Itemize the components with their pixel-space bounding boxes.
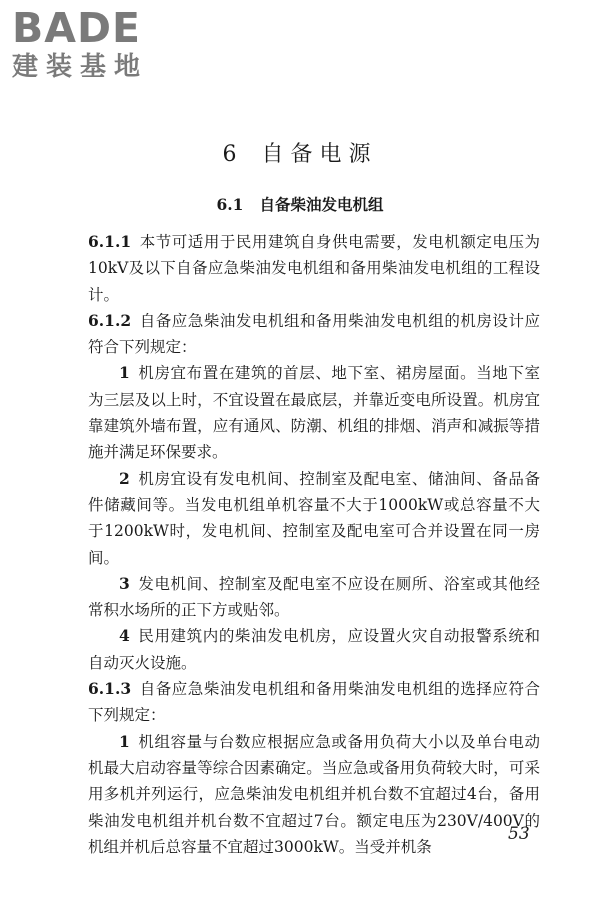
chapter-number: 6 — [222, 142, 244, 167]
publisher-logo — [12, 6, 182, 82]
clause-text: 自备应急柴油发电机组和备用柴油发电机组的机房设计应符合下列规定： — [88, 311, 540, 357]
chapter-title-text: 自备电源 — [261, 142, 378, 167]
clause-text: 本节可适用于民用建筑自身供电需要，发电机额定电压为10kV及以下自备应急柴油发电机组和备用柴油发电机组的工程设计。 — [88, 233, 540, 304]
body-text — [88, 229, 540, 860]
list-item — [88, 466, 540, 571]
clause-paragraph — [88, 676, 540, 729]
item-text: 民用建筑内的柴油发电机房，应设置火灾自动报警系统和自动灭火设施。 — [88, 627, 540, 672]
list-item — [88, 571, 540, 624]
section-number: 6.1 — [216, 195, 244, 214]
section-title — [0, 193, 600, 217]
section-title-text: 自备柴油发电机组 — [259, 195, 384, 214]
list-item — [88, 623, 540, 676]
item-number: 4 — [119, 626, 130, 646]
clause-paragraph — [88, 308, 540, 361]
item-number: 2 — [119, 468, 130, 488]
item-number: 1 — [119, 731, 130, 751]
item-text: 机房宜设有发电机间、控制室及配电室、储油间、备品备件储藏间等。当发电机组单机容量不大于1000kW或总容量不大于1200kW时，发电机间、控制室及配电室可合并设置在同一房间。 — [88, 469, 540, 567]
clause-number: 6.1.2 — [88, 310, 132, 330]
list-item — [88, 729, 540, 860]
logo-chinese-text: 建装基地 — [12, 52, 149, 82]
item-number: 3 — [119, 573, 130, 593]
item-number: 1 — [119, 363, 130, 383]
chapter-title — [0, 140, 600, 170]
clause-paragraph — [88, 229, 540, 308]
item-text: 机组容量与台数应根据应急或备用负荷大小以及单台电动机最大启动容量等综合因素确定。当应急或备用负荷较大时，可采用多机并列运行，应急柴油发电机组并机台数不宜超过4台，备用柴油发电机组并机台数不宜超过7台。额定电压为230V/400V的机组并机后总容量不宜超过3000kW。当受并机条 — [88, 732, 540, 856]
clause-number: 6.1.1 — [88, 232, 132, 251]
item-text: 机房宜布置在建筑的首层、地下室、裙房屋面。当地下室为三层及以上时，不宜设置在最底层，并靠近变电所设置。机房宜靠建筑外墙布置，应有通风、防潮、机组的排烟、消声和减振等措施并满足环保要求。 — [88, 364, 540, 462]
logo-latin-text: BADE — [12, 4, 142, 52]
clause-number: 6.1.3 — [88, 679, 132, 699]
clause-text: 自备应急柴油发电机组和备用柴油发电机组的选择应符合下列规定： — [88, 680, 540, 725]
list-item — [88, 360, 540, 465]
page-number: 53 — [508, 824, 530, 844]
item-text: 发电机间、控制室及配电室不应设在厕所、浴室或其他经常积水场所的正下方或贴邻。 — [88, 574, 540, 620]
